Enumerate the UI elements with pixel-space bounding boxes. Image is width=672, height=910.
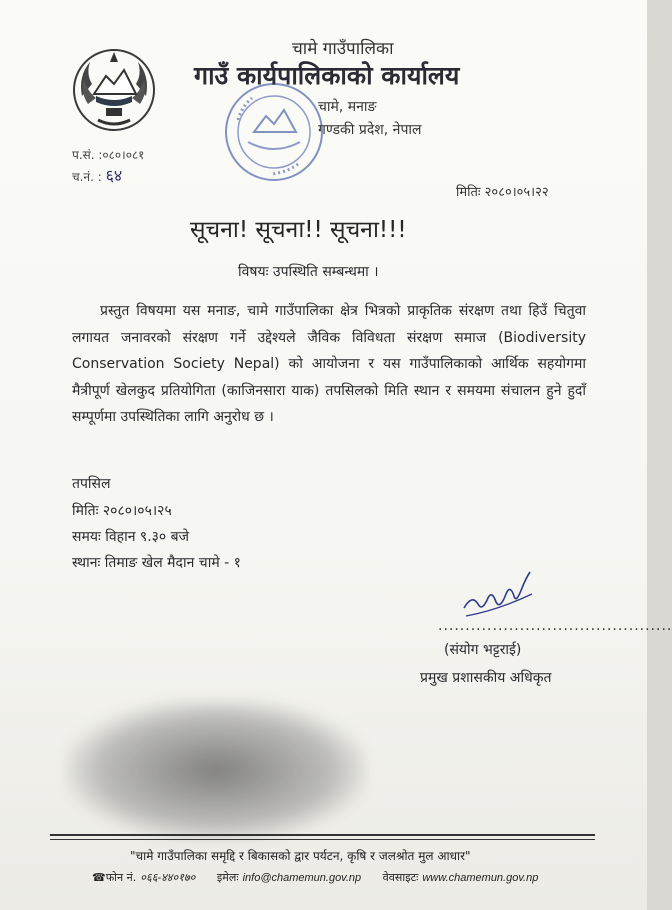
photo-shadow <box>66 700 366 840</box>
reference-cn <box>72 164 122 186</box>
phone-value: ०६६-४४०१७० <box>140 872 196 884</box>
phone-label: ☎फोन नं. <box>92 871 137 884</box>
signatory-title: प्रमुख प्रशासकीय अधिकृत <box>420 670 552 686</box>
footer-contact <box>92 870 556 885</box>
footer-rule-top <box>50 834 595 836</box>
subject-line: विषयः उपस्थिति सम्बन्धमा । <box>238 264 379 280</box>
municipality-name: चामे गाउँपालिका <box>292 39 394 59</box>
email-value: info@chamemun.gov.np <box>242 872 362 884</box>
footer-rule-thin <box>50 839 595 840</box>
details-date: मितिः २०८०।०५।२५ <box>72 503 172 519</box>
office-stamp-icon <box>218 76 330 188</box>
website-value: www.chamemun.gov.np <box>422 872 539 884</box>
cn-value: ६४ <box>105 166 123 185</box>
cn-label: च.नं. : <box>72 170 102 184</box>
details-heading: तपसिल <box>72 476 111 492</box>
reference-ps <box>72 146 144 163</box>
footer-motto: "चामे गाउँपालिका समृद्दि र बिकासको द्वार पर्यटन, कृषि र जलश्रोत मुल आधार" <box>130 849 471 863</box>
website-label: वेवसाइटः <box>382 871 419 884</box>
body-paragraph: प्रस्तुत विषयमा यस मनाङ, चामे गाउँपालिका क्षेत्र भित्रको प्राकृतिक संरक्षण तथा हिउँ चितुवा लगायत जनावरको संरक्षण गर्ने उद्देश्यले जैविक विविधता संरक्षण समाज (Biodiversity Conservation Society Nepal) को आयोजना र यस गाउँपालिकाको आर्थिक सहयोगमा मैत्रीपूर्ण खेलकुद प्रतियोगिता (काजिनसारा याक) तपसिलको मिति स्थान र समयमा संचालन हुने हुदाँ सम्पूर्णमा उपस्थितिका लागि अनुरोध छ । <box>72 303 586 425</box>
signature-line: ........................................... <box>438 618 672 634</box>
ps-label: प.सं. : <box>72 148 103 162</box>
signatory-name: (संयोग भट्टराई) <box>444 642 522 658</box>
ps-value: ०८०।०८१ <box>102 148 145 162</box>
signature-icon <box>458 564 538 624</box>
location-line-1: चामे, मनाङ <box>318 99 377 115</box>
details-time: समयः विहान ९.३० बजे <box>72 529 190 545</box>
office-title: गाउँ कार्यपालिकाको कार्यालय <box>194 61 460 90</box>
letter-date: मितिः २०८०।०५।२२ <box>456 185 549 200</box>
details-place: स्थानः तिमाङ खेल मैदान चामे - १ <box>72 555 241 571</box>
location-line-2: गण्डकी प्रदेश, नेपाल <box>318 122 422 138</box>
nepal-emblem-icon <box>66 40 162 136</box>
notice-title: सूचना! सूचना!! सूचना!!! <box>190 217 407 243</box>
email-label: इमेलः <box>216 871 239 884</box>
